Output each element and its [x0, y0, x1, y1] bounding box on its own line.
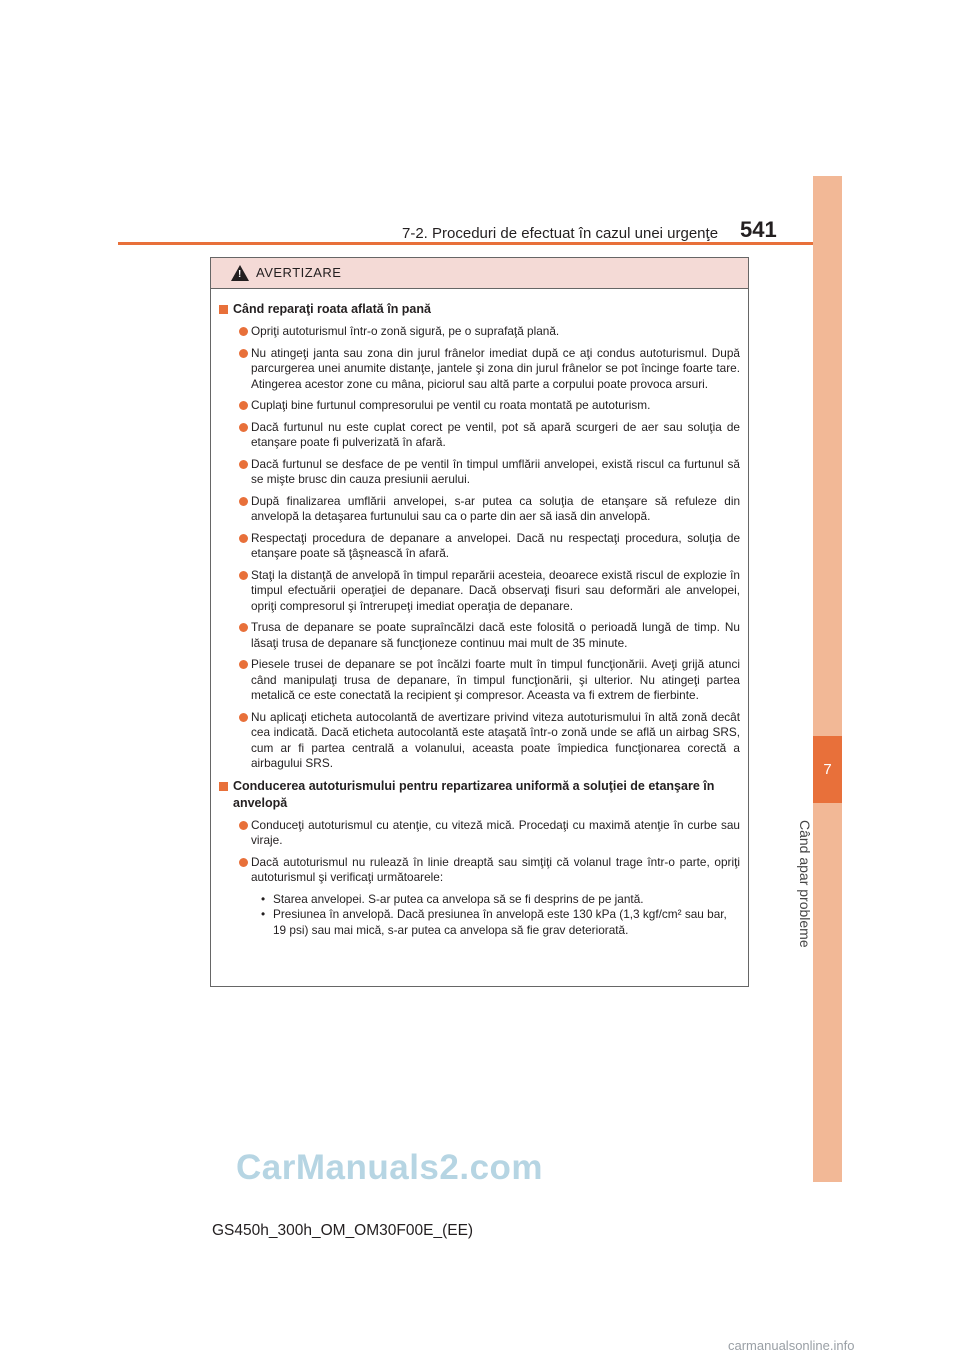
warning-item: Dacă furtunul se desface de pe ventil în timpul umflării anvelopei, există riscul ca furtunul să se mişte brusc din cauza presiunii aerului.	[251, 456, 740, 486]
section-title: 7-2. Proceduri de efectuat în cazul unei urgenţe	[402, 225, 719, 242]
chapter-label-text: Când apar probleme	[797, 820, 813, 948]
subsection-title: Conducerea autoturismului pentru repartizarea uniformă a soluţiei de etanşare în anvelopă	[219, 778, 740, 812]
warning-item: Dacă furtunul nu este cuplat corect pe ventil, pot să apară scurgeri de aer sau soluţia de etanşare poate fi pulverizată în afară.	[251, 419, 740, 449]
page-number: 541	[740, 217, 777, 242]
warning-item: Opriţi autoturismul într-o zonă sigură, pe o suprafaţă plană.	[251, 324, 740, 340]
warning-box	[210, 257, 749, 987]
warning-item: Dacă autoturismul nu rulează în linie dreaptă sau simţiţi că volanul trage într-o parte, opriţi autoturismul şi verificaţi următoarele:	[251, 854, 740, 884]
watermark-carmanualsonline: carmanualsonline.info	[728, 1338, 855, 1353]
warning-item: Respectaţi procedura de depanare a anvelopei. Dacă nu respectaţi procedura, soluţia de etanşare poate să ţâşnească în afară.	[251, 530, 740, 560]
watermark-carmanuals2: CarManuals2.com	[236, 1148, 544, 1187]
warning-body	[211, 289, 748, 938]
warning-label: AVERTIZARE	[256, 265, 342, 280]
warning-item: Trusa de depanare se poate supraîncălzi dacă este folosită o perioadă lungă de timp. Nu lăsaţi trusa de depanare să funcţioneze continuu mai mult de 35 minute.	[251, 620, 740, 650]
subsection-title: Când reparaţi roata aflată în pană	[219, 301, 740, 318]
warning-item: Conduceţi autoturismul cu atenţie, cu viteză mică. Procedaţi cu maximă atenţie în curbe sau viraje.	[251, 817, 740, 847]
chapter-number-tab: 7	[813, 736, 842, 803]
check-list-item: • Presiunea în anvelopă. Dacă presiunea în anvelopă este 130 kPa (1,3 kgf/cm² sau bar, 19 psi) sau mai mică, s-ar putea ca anvelopa să fie grav deteriorată.	[261, 907, 740, 938]
warning-item: Nu atingeţi janta sau zona din jurul frânelor imediat după ce aţi condus autoturismul. După parcurgerea unei anumite distanţe, jantele şi zona din jurul frânelor se pot încinge foarte tare. Atingerea acestor zone cu mâna, piciorul sau altă parte a corpului poate provoca arsuri.	[251, 345, 740, 391]
footer-model-code: GS450h_300h_OM_OM30F00E_(EE)	[212, 1222, 474, 1239]
warning-triangle-icon	[231, 265, 249, 281]
warning-header	[211, 258, 748, 289]
warning-item: Piesele trusei de depanare se pot încălzi foarte mult în timpul funcţionării. Aveţi grijă atunci când manipulaţi trusa de depanare, în timpul funcţionării, şi ulterior. Nu atingeţi partea metalică ce este conectată la recipient şi compresor. Aceasta va fi extrem de fierbinte.	[251, 657, 740, 702]
check-list-item: • Starea anvelopei. S-ar putea ca anvelopa să se fi desprins de pe jantă.	[261, 892, 740, 908]
warning-item: Nu aplicaţi eticheta autocolantă de avertizare privind viteza autoturismului în altă zonă decât cea indicată. Dacă eticheta autocolantă este ataşată într-o zonă unde se află un airbag SRS, cum ar fi partea centrală a volanului, aceasta poate împiedica funcţionarea corectă a airbagului SRS.	[251, 709, 740, 770]
side-tab-strip	[813, 176, 842, 1182]
chapter-label-vertical	[789, 820, 813, 948]
warning-item: Cuplaţi bine furtunul compresorului pe ventil cu roata montată pe autoturism.	[251, 398, 740, 414]
header-divider	[118, 242, 813, 245]
warning-item: Staţi la distanţă de anvelopă în timpul reparării acesteia, deoarece există riscul de explozie în timpul efectuării operaţiei de depanare. Dacă observaţi fisuri sau deformări ale anvelopei, opriţi compresorul şi întrerupeţi imediat operaţia de depanare.	[251, 567, 740, 613]
check-list	[261, 892, 740, 939]
warning-item: După finalizarea umflării anvelopei, s-ar putea ca soluţia de etanşare să refuleze din anvelopă la detaşarea furtunului sau ca o parte din aer să iasă din anvelopă.	[251, 493, 740, 523]
